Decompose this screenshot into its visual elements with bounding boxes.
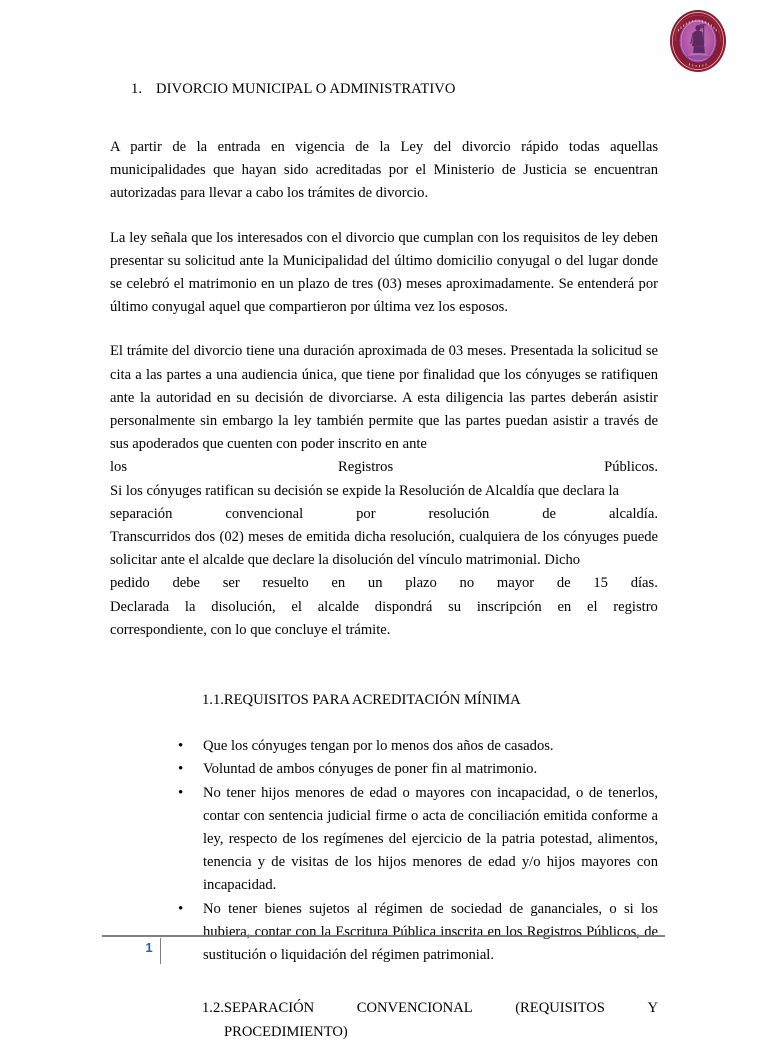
- bullet-icon: •: [178, 761, 184, 778]
- paragraph-4-tail: correspondiente, con lo que concluye el trámite.: [110, 621, 391, 638]
- justified-word: los: [110, 459, 128, 476]
- justified-word: 15: [593, 575, 608, 592]
- paragraph-3: El trámite del divorcio tiene una duración aproximada de 03 meses. Presentada la solicitud se cita a las partes a una audiencia única, que tiene por finalidad que los cónyuges se ratifiquen ante la autoridad en su decisión de divorciarse. A esta diligencia las partes deberán asistir personalmente sin embargo la ley también permite que las partes puedan asistir a través de sus apoderados que cuenten con poder inscrito en ante: [110, 343, 658, 453]
- list-item-text: No tener bienes sujetos al régimen de sociedad de gananciales, o si los hubiera, contar con la Escritura Pública inscrita en los Registros Públicos, de sustitución o liquidación del régimen patrimonial.: [203, 900, 658, 964]
- faculty-seal-icon: [669, 9, 727, 73]
- justified-word: días.: [630, 575, 658, 592]
- justified-word: ser: [222, 575, 240, 592]
- list-item: [110, 898, 658, 968]
- faculty-seal-logo: [669, 9, 727, 73]
- list-item: [110, 782, 658, 898]
- justified-word: 1.2.SEPARACIÓN: [202, 1000, 315, 1017]
- heading-1-2-line-2: PROCEDIMIENTO): [224, 1023, 348, 1040]
- justified-word: mayor: [496, 575, 535, 592]
- justified-word: resolución: [428, 505, 490, 522]
- justified-word: convencional: [225, 505, 304, 522]
- requisitos-list: [110, 735, 658, 967]
- bullet-icon: •: [178, 900, 184, 917]
- heading-1-2-line-1: [202, 997, 658, 1020]
- paragraph-4-head: Si los cónyuges ratifican su decisión se expide la Resolución de Alcaldía que declara la: [110, 482, 619, 499]
- justified-word: su: [448, 598, 462, 615]
- justified-word: dispondrá: [374, 598, 433, 615]
- list-item-text: Voluntad de ambos cónyuges de poner fin al matrimonio.: [203, 761, 538, 778]
- justified-word: Y: [647, 1000, 658, 1017]
- justified-word: alcalde: [317, 598, 360, 615]
- paragraph-4-line-5: [110, 572, 658, 595]
- justified-word: en: [331, 575, 346, 592]
- justified-word: el: [586, 598, 598, 615]
- heading-1-2: [110, 997, 658, 1043]
- heading-1: [131, 78, 658, 100]
- justified-word: un: [367, 575, 383, 592]
- list-item-text: No tener hijos menores de edad o mayores con incapacidad, o de tenerlos, contar con sentencia judicial firme o acta de conciliación emitida conforme a ley, respecto de los regímenes del ejercicio de la patria potestad, alimentos, tenencia y de visitas de los hijos menores de edad y/o hijos mayores con incapacidad.: [203, 784, 658, 894]
- bullet-icon: •: [178, 738, 184, 755]
- justified-word: no: [459, 575, 475, 592]
- list-item: [110, 758, 658, 781]
- list-item: [110, 735, 658, 758]
- justified-word: plazo: [405, 575, 437, 592]
- justified-word: el: [291, 598, 302, 615]
- justified-word: la: [184, 598, 196, 615]
- justified-word: de: [556, 575, 571, 592]
- paragraph-2: La ley señala que los interesados con el divorcio que cumplan con los requisitos de ley deben presentar su solicitud ante la Municipalidad del último domicilio conyugal o del lugar donde se celebró el matrimonio en un plazo de tres (03) meses aproximadamente. Se entenderá por último conyugal aquel que compartieron por última vez los esposos.: [110, 229, 658, 316]
- justified-word: en: [557, 598, 572, 615]
- paragraph-4-line-2: [110, 503, 658, 526]
- heading-1-number: 1.: [131, 81, 143, 97]
- document-body: [110, 78, 658, 1044]
- justified-word: registro: [613, 598, 658, 615]
- justified-word: Declarada: [110, 598, 170, 615]
- paragraph-1: A partir de la entrada en vigencia de la Ley del divorcio rápido todas aquellas municipalidades que hayan sido acreditadas por el Ministerio de Justicia se encuentran autorizadas para llevar a cabo los trámites de divorcio.: [110, 139, 658, 202]
- paragraph-4-line-6: [110, 596, 658, 619]
- justified-word: disolución,: [211, 598, 276, 615]
- footer-vertical-rule: [160, 938, 161, 964]
- paragraph-4-mid: Transcurridos dos (02) meses de emitida dicha resolución, cualquiera de los cónyuges puede solicitar ante el alcalde que declare la disolución del vínculo matrimonial. Dicho: [110, 529, 658, 569]
- justified-word: por: [356, 505, 376, 522]
- justified-word: de: [542, 505, 557, 522]
- justified-word: alcaldía.: [608, 505, 658, 522]
- justified-word: inscripción: [476, 598, 542, 615]
- justified-word: (REQUISITOS: [515, 1000, 605, 1017]
- justified-word: resuelto: [262, 575, 309, 592]
- paragraph-3-last-line: [110, 456, 658, 479]
- list-item-text: Que los cónyuges tengan por lo menos dos años de casados.: [203, 738, 554, 755]
- justified-word: CONVENCIONAL: [356, 1000, 473, 1017]
- justified-word: Públicos.: [604, 459, 658, 476]
- heading-1-1: 1.1.REQUISITOS PARA ACREDITACIÓN MÍNIMA: [202, 692, 521, 709]
- justified-word: debe: [172, 575, 201, 592]
- bullet-icon: •: [178, 784, 184, 801]
- page-number: 1: [145, 940, 153, 955]
- footer-divider-rule: [102, 935, 665, 937]
- justified-word: Registros: [337, 459, 394, 476]
- justified-word: separación: [110, 505, 173, 522]
- justified-word: pedido: [110, 575, 150, 592]
- heading-1-text: DIVORCIO MUNICIPAL O ADMINISTRATIVO: [156, 81, 456, 97]
